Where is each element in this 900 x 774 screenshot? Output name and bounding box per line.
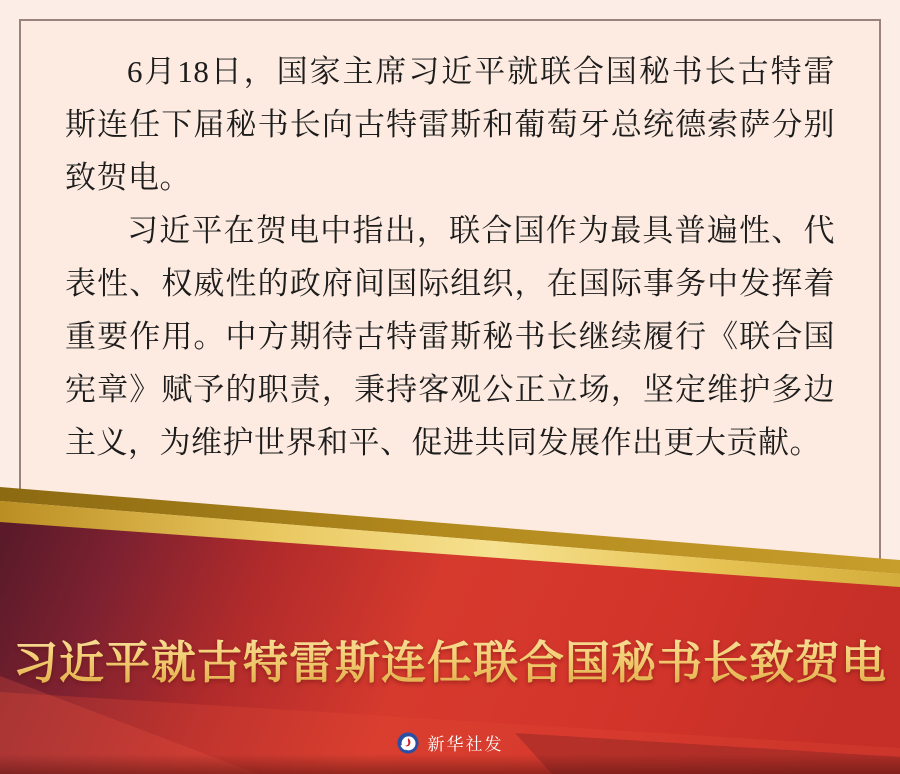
red-banner-bottom-shade: [0, 754, 900, 774]
banner-title: 习近平就古特雷斯连任联合国秘书长致贺电: [0, 626, 900, 691]
article-paragraph-2: 习近平在贺电中指出，联合国作为最具普遍性、代表性、权威性的政府间国际组织，在国际事务中发挥着重要作用。中方期待古特雷斯秘书长继续履行《联合国宪章》赋予的职责，秉持客观公正立场，坚定维护多边主义，为维护世界和平、促进共同发展作出更大贡献。: [65, 213, 835, 460]
xinhua-emblem-icon: [397, 732, 419, 754]
credit-line: [0, 730, 900, 755]
article-paragraph-1: 6月18日，国家主席习近平就联合国秘书长古特雷斯连任下届秘书长向古特雷斯和葡萄牙总统德索萨分别致贺电。: [65, 54, 835, 195]
credit-label: 新华社发: [427, 735, 504, 754]
